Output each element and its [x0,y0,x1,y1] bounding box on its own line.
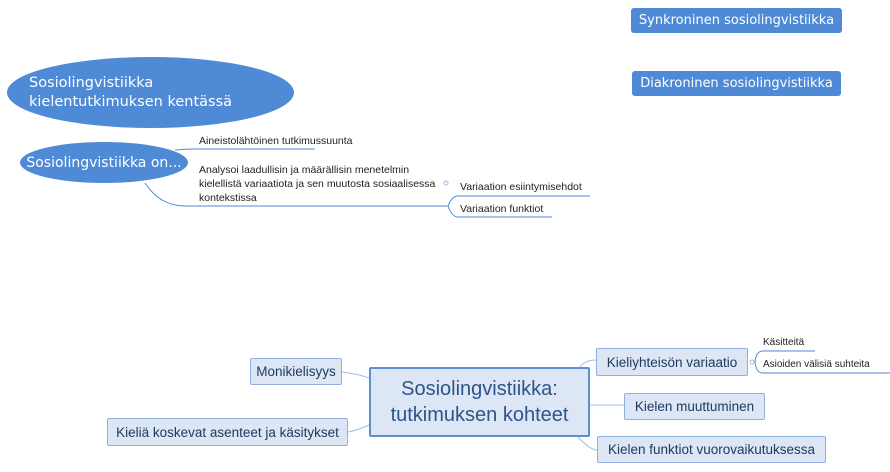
topic-label: Sosiolingvistiikka on... [26,154,182,171]
topic-label: Synkroninen sosiolingvistiikka [638,13,835,28]
topic-change[interactable]: Kielen muuttuminen [624,393,765,420]
subtopic-relations[interactable]: Asioiden välisiä suhteita [763,359,870,370]
subtopic-concepts[interactable]: Käsitteitä [763,337,805,348]
subtopic-analysis[interactable]: Analysoi laadullisin ja määrällisin menetelmin kielellistä variaatiota ja sen muutosta sosiaalisessa kontekstissa [199,164,436,204]
topic-label: Sosiolingvistiikka kielentutkimuksen kentässä [29,74,233,110]
topic-diachronic[interactable] [632,71,841,96]
topic-multilingualism[interactable]: Monikielisyys [250,358,342,385]
central-topic[interactable] [369,367,590,437]
topic-label: Diakroninen sosiolingvistiikka [640,76,833,91]
topic-interaction[interactable]: Kielen funktiot vuorovaikutuksessa [597,436,826,463]
topic-variation[interactable]: Kieliyhteisön variaatio [596,348,748,376]
topic-attitudes[interactable]: Kieliä koskevat asenteet ja käsitykset [107,418,348,446]
topic-definition[interactable] [20,142,188,183]
subtopic-functions[interactable]: Variaation funktiot [460,203,544,215]
subtopic-data-driven[interactable]: Aineistolähtöinen tutkimussuunta [199,135,353,147]
topic-field[interactable] [7,57,294,128]
subtopic-conditions[interactable]: Variaation esiintymisehdot [460,181,582,193]
topic-synchronic[interactable] [631,8,842,33]
central-label: Sosiolingvistiikka: tutkimuksen kohteet [390,378,569,426]
